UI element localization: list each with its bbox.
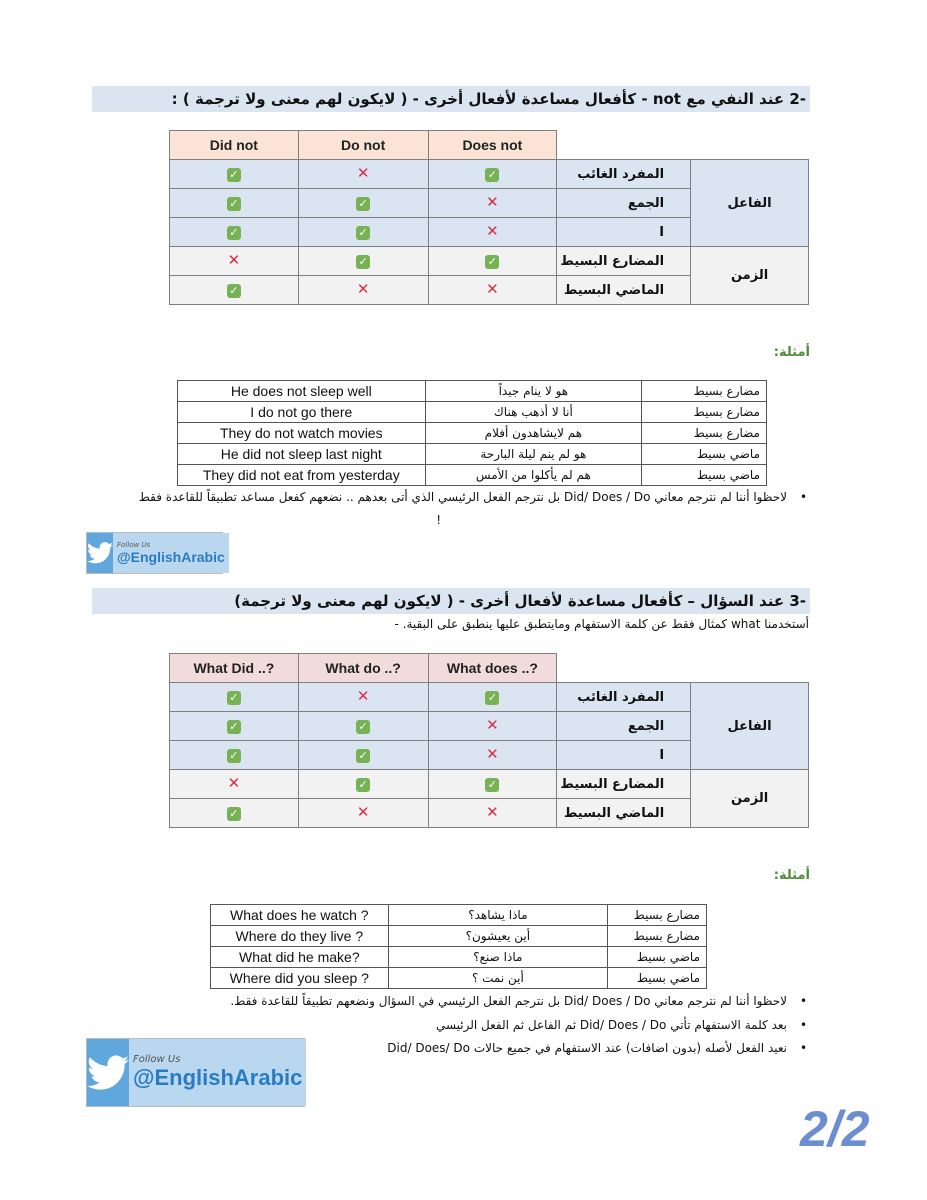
check-mark-icon: ✓	[227, 720, 241, 734]
mark-cell	[428, 799, 557, 828]
check-mark-icon: ✓	[227, 284, 241, 298]
mark-cell	[170, 741, 299, 770]
row-label: I	[557, 741, 691, 770]
table-row	[170, 160, 809, 189]
example-english: Where do they live ?	[211, 926, 389, 947]
check-mark-icon: ✓	[227, 197, 241, 211]
example-tense: مضارع بسيط	[608, 926, 707, 947]
row-label: I	[557, 218, 691, 247]
example-row	[211, 968, 707, 989]
mark-cell	[170, 218, 299, 247]
bullet-icon: •	[800, 1041, 808, 1055]
twitter-bird-icon	[87, 533, 113, 573]
example-tense: مضارع بسيط	[642, 402, 767, 423]
section-3-note: لاحظوا أننا لم نترجم معاني Did/ Does / Do بل نترجم الفعل الرئيسي في السؤال ونضعهم تطبيقاً للقاعدة فقط.	[230, 994, 787, 1008]
twitter-bird-icon	[87, 1039, 129, 1106]
check-mark-icon: ✓	[485, 691, 499, 705]
example-english: They do not watch movies	[178, 423, 426, 444]
check-mark-icon: ✓	[227, 691, 241, 705]
twitter-badge	[86, 532, 223, 574]
section-3-title: عند السؤال – كأفعال مساعدة لأفعال أخرى - ( لايكون لهم معنى ولا ترجمة)	[234, 592, 785, 610]
example-tense: ماضي بسيط	[642, 465, 767, 486]
table-row	[170, 247, 809, 276]
example-arabic: أين نمت ؟	[388, 968, 608, 989]
cross-mark-icon: ✕	[356, 280, 370, 298]
check-mark-icon: ✓	[485, 255, 499, 269]
example-tense: مضارع بسيط	[642, 381, 767, 402]
column-header: What does ..?	[428, 654, 557, 683]
example-english: He does not sleep well	[178, 381, 426, 402]
mark-cell	[428, 741, 557, 770]
bullet-icon: •	[800, 994, 808, 1008]
example-row	[178, 402, 767, 423]
check-mark-icon: ✓	[227, 226, 241, 240]
mark-cell	[170, 247, 299, 276]
section-2-number: -2	[789, 90, 806, 108]
cross-mark-icon: ✕	[356, 164, 370, 182]
example-tense: ماضي بسيط	[608, 968, 707, 989]
mark-cell	[298, 276, 428, 305]
example-english: What did he make?	[211, 947, 389, 968]
column-header: Does not	[428, 131, 557, 160]
mark-cell	[428, 770, 557, 799]
mark-cell	[170, 683, 299, 712]
table-row	[170, 683, 809, 712]
row-label: الماضي البسيط	[557, 276, 691, 305]
section-2-title: عند النفي مع not - كأفعال مساعدة لأفعال أخرى - ( لايكون لهم معنى ولا ترجمة ) :	[171, 90, 785, 108]
mark-cell	[298, 712, 428, 741]
check-mark-icon: ✓	[227, 749, 241, 763]
check-mark-icon: ✓	[227, 168, 241, 182]
section-3-note: نعيد الفعل لأصله (بدون اضافات) عند الاستفهام في جميع حالات Did/ Does/ Do	[387, 1041, 787, 1055]
mark-cell	[428, 712, 557, 741]
example-row	[211, 926, 707, 947]
check-mark-icon: ✓	[227, 807, 241, 821]
examples-label: أمثلة:	[773, 345, 810, 360]
section-3-note: بعد كلمة الاستفهام تأتي Did/ Does / Do ثم الفاعل ثم الفعل الرئيسي	[435, 1018, 787, 1032]
check-mark-icon: ✓	[485, 778, 499, 792]
table-row	[170, 770, 809, 799]
cross-mark-icon: ✕	[486, 280, 499, 298]
example-english: He did not sleep last night	[178, 444, 426, 465]
cross-mark-icon: ✕	[486, 193, 499, 211]
row-label: المضارع البسيط	[557, 247, 691, 276]
row-label: المضارع البسيط	[557, 770, 691, 799]
row-label: المفرد الغائب	[557, 683, 691, 712]
example-english: What does he watch ?	[211, 905, 389, 926]
check-mark-icon: ✓	[356, 197, 370, 211]
column-header: Did not	[170, 131, 299, 160]
example-row	[178, 465, 767, 486]
row-label: الجمع	[557, 189, 691, 218]
example-arabic: ماذا يشاهد؟	[388, 905, 608, 926]
mark-cell	[170, 189, 299, 218]
example-row	[178, 444, 767, 465]
mark-cell	[298, 799, 428, 828]
check-mark-icon: ✓	[356, 226, 370, 240]
cross-mark-icon: ✕	[486, 803, 499, 821]
twitter-badge	[86, 1038, 305, 1107]
group-label-tense: الزمن	[691, 247, 809, 305]
section-2-note: لاحظوا أننا لم نترجم معاني Did/ Does / Do بل نترجم الفعل الرئيسي الذي أتى بعدهم .. نضعهم كفعل مساعد تطبيقاً للقاعدة فقط	[138, 490, 787, 504]
bullet-icon: •	[800, 1018, 808, 1032]
table-header-row	[170, 654, 809, 683]
example-tense: ماضي بسيط	[642, 444, 767, 465]
mark-cell	[298, 247, 428, 276]
negation-rule-table	[169, 130, 809, 305]
subnote-text: أستخدمنا what كمثال فقط عن كلمة الاستفهام ومايتطبق عليها ينطبق على البقية.	[402, 617, 809, 631]
mark-cell	[170, 770, 299, 799]
check-mark-icon: ✓	[356, 778, 370, 792]
negation-examples-table	[177, 380, 767, 486]
table-header-row	[170, 131, 809, 160]
example-arabic: هم لايشاهدون أفلام	[425, 423, 642, 444]
mark-cell	[298, 741, 428, 770]
mark-cell	[298, 160, 428, 189]
example-row	[211, 947, 707, 968]
check-mark-icon: ✓	[356, 720, 370, 734]
mark-cell	[428, 218, 557, 247]
cross-mark-icon: ✕	[356, 803, 370, 821]
example-arabic: هم لم يأكلوا من الأمس	[425, 465, 642, 486]
row-label: الماضي البسيط	[557, 799, 691, 828]
mark-cell	[428, 160, 557, 189]
group-label-tense: الزمن	[691, 770, 809, 828]
mark-cell	[428, 247, 557, 276]
mark-cell	[170, 712, 299, 741]
section-2-heading	[92, 86, 810, 112]
example-tense: مضارع بسيط	[608, 905, 707, 926]
twitter-handle: @EnglishArabic	[133, 1065, 303, 1090]
check-mark-icon: ✓	[356, 255, 370, 269]
example-english: Where did you sleep ?	[211, 968, 389, 989]
example-arabic: ماذا صنع؟	[388, 947, 608, 968]
row-label: الجمع	[557, 712, 691, 741]
section-3-subnote: أستخدمنا what كمثال فقط عن كلمة الاستفهام ومايتطبق عليها ينطبق على البقية. -	[394, 617, 809, 631]
row-label: المفرد الغائب	[557, 160, 691, 189]
example-tense: ماضي بسيط	[608, 947, 707, 968]
example-row	[178, 423, 767, 444]
twitter-handle: @EnglishArabic	[117, 549, 225, 565]
example-row	[178, 381, 767, 402]
group-label-subject: الفاعل	[691, 160, 809, 247]
follow-us-text: Follow Us	[133, 1054, 181, 1065]
example-english: I do not go there	[178, 402, 426, 423]
follow-us-text: Follow Us	[117, 541, 151, 549]
check-mark-icon: ✓	[485, 168, 499, 182]
cross-mark-icon: ✕	[227, 251, 241, 269]
mark-cell	[428, 683, 557, 712]
example-english: They did not eat from yesterday	[178, 465, 426, 486]
question-examples-table	[210, 904, 707, 989]
mark-cell	[170, 276, 299, 305]
cross-mark-icon: ✕	[227, 774, 241, 792]
example-arabic: أنا لا أذهب هناك	[425, 402, 642, 423]
group-label-subject: الفاعل	[691, 683, 809, 770]
column-header: What Did ..?	[170, 654, 299, 683]
mark-cell	[170, 160, 299, 189]
section-3-heading	[92, 588, 810, 614]
cross-mark-icon: ✕	[486, 716, 499, 734]
cross-mark-icon: ✕	[486, 745, 499, 763]
mark-cell	[298, 218, 428, 247]
cross-mark-icon: ✕	[356, 687, 370, 705]
check-mark-icon: ✓	[356, 749, 370, 763]
example-arabic: هو لم ينم ليلة البارحة	[425, 444, 642, 465]
examples-label: أمثلة:	[773, 868, 810, 883]
mark-cell	[298, 770, 428, 799]
mark-cell	[170, 799, 299, 828]
mark-cell	[428, 276, 557, 305]
bullet-icon: •	[800, 490, 808, 504]
section-2-note-end: !	[436, 513, 441, 527]
example-tense: مضارع بسيط	[642, 423, 767, 444]
question-rule-table	[169, 653, 809, 828]
column-header: Do not	[298, 131, 428, 160]
example-row	[211, 905, 707, 926]
mark-cell	[298, 189, 428, 218]
example-arabic: أين يعيشون؟	[388, 926, 608, 947]
mark-cell	[428, 189, 557, 218]
cross-mark-icon: ✕	[486, 222, 499, 240]
section-3-number: -3	[789, 592, 806, 610]
mark-cell	[298, 683, 428, 712]
column-header: What do ..?	[298, 654, 428, 683]
page-number: 2/2	[800, 1101, 870, 1157]
example-arabic: هو لا ينام جيداً	[425, 381, 642, 402]
